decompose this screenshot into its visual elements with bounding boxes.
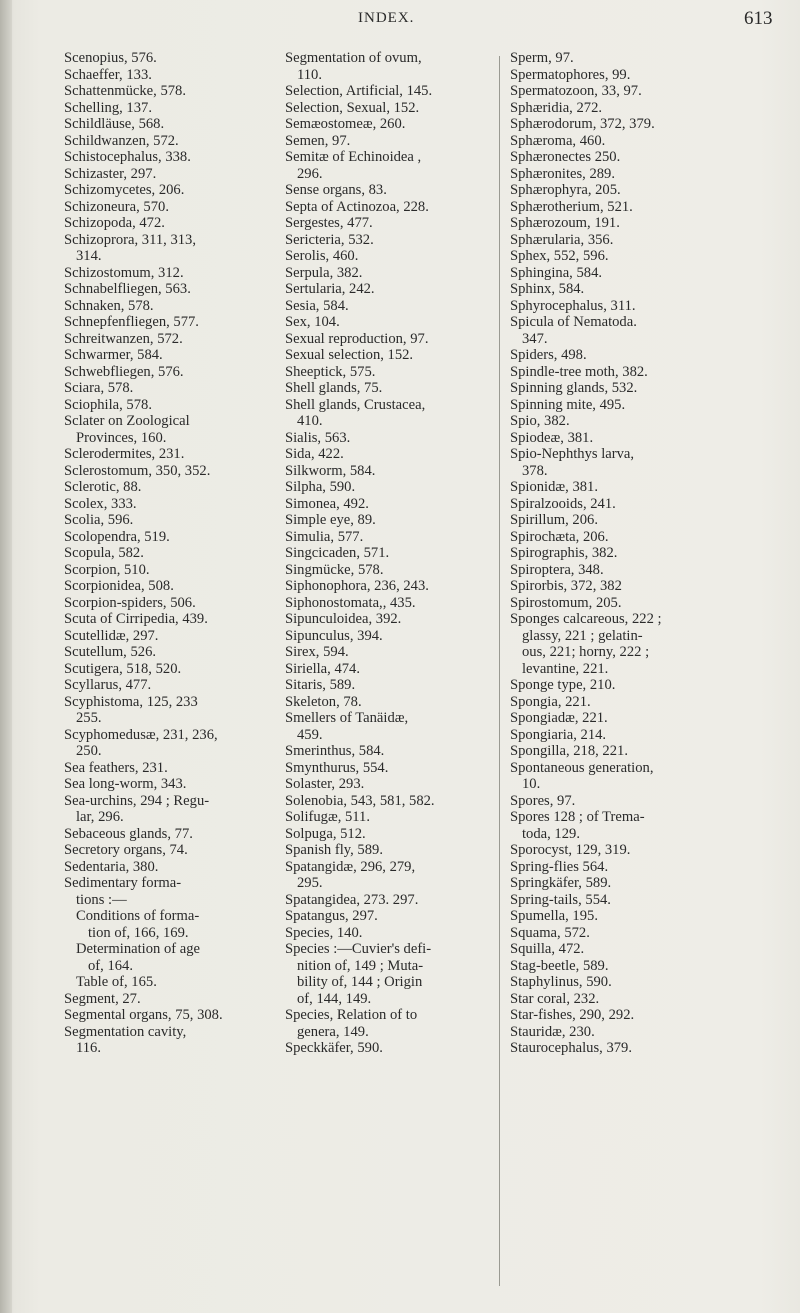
index-entry: Schildwanzen, 572. (64, 132, 179, 149)
index-entry: Selection, Sexual, 152. (285, 99, 420, 116)
index-entry: Selection, Artificial, 145. (285, 83, 433, 99)
index-entry: Sciara, 578. (64, 380, 134, 396)
index-entry: Species, Relation of to (285, 1007, 418, 1023)
index-column-2 (285, 50, 490, 1057)
index-entry: Determination of age (76, 941, 200, 957)
index-entry: Segmentation of ovum, (285, 50, 422, 66)
index-entry: Solaster, 293. (285, 776, 365, 792)
index-entry: Schwarmer, 584. (64, 347, 163, 363)
index-entry: 255. (76, 710, 102, 726)
index-entry: Squama, 572. (510, 924, 590, 941)
index-entry: toda, 129. (522, 825, 580, 842)
index-entry: Sphyrocephalus, 311. (510, 297, 636, 314)
index-entry: Sphærophyra, 205. (510, 182, 621, 198)
index-entry: Spindle-tree moth, 382. (510, 363, 648, 380)
index-column-1 (64, 50, 299, 1057)
index-entry: Spirostomum, 205. (510, 594, 622, 611)
index-entry: Sphærodorum, 372, 379. (510, 116, 655, 132)
index-entry: Sphingina, 584. (510, 264, 603, 281)
index-columns (0, 50, 800, 1305)
index-entry: Sialis, 563. (285, 429, 351, 446)
index-entry: Star-fishes, 290, 292. (510, 1007, 635, 1023)
index-entry: levantine, 221. (522, 660, 609, 677)
index-entry: Sphærularia, 356. (510, 231, 614, 248)
index-entry: Spontaneous generation, (510, 759, 654, 776)
index-entry: Spongiadæ, 221. (510, 710, 608, 726)
index-entry: Schreitwanzen, 572. (64, 330, 183, 347)
index-entry: Sirex, 594. (285, 644, 349, 660)
index-entry: Sergestes, 477. (285, 215, 373, 231)
index-entry: Sphæronites, 289. (510, 165, 615, 182)
index-entry: Secretory organs, 74. (64, 842, 188, 858)
index-entry: Sclerotic, 88. (64, 479, 142, 495)
index-entry: Spores, 97. (510, 792, 576, 809)
index-entry: Schistocephalus, 338. (64, 149, 191, 165)
index-entry: Spores 128 ; of Trema- (510, 809, 645, 825)
index-entry: Species :—Cuvier's defi- (285, 941, 432, 957)
index-entry: Sphex, 552, 596. (510, 248, 609, 264)
index-entry: Spicula of Nematoda. (510, 314, 637, 330)
index-entry: Siriella, 474. (285, 660, 360, 677)
index-entry: 296. (297, 165, 323, 182)
index-entry: Scolia, 596. (64, 512, 134, 528)
index-entry: Spongilla, 218, 221. (510, 743, 628, 759)
index-entry: Spinning glands, 532. (510, 380, 638, 396)
index-entry: Sclerostomum, 350, 352. (64, 462, 211, 479)
index-entry: Provinces, 160. (76, 429, 167, 446)
index-entry: Spring-tails, 554. (510, 891, 611, 908)
index-entry: Schizopoda, 472. (64, 215, 165, 231)
index-entry: Spanish fly, 589. (285, 842, 383, 858)
index-entry: Spermatozoon, 33, 97. (510, 83, 642, 99)
index-entry: tions :— (76, 891, 127, 908)
index-entry: Stauridæ, 230. (510, 1023, 595, 1040)
index-entry: 314. (76, 248, 102, 264)
index-entry: Schnaken, 578. (64, 297, 154, 314)
index-entry: Sphærotherium, 521. (510, 198, 633, 215)
index-entry: Staurocephalus, 379. (510, 1040, 632, 1056)
index-entry: bility of, 144 ; Origin (297, 974, 423, 990)
index-entry: Spermatophores, 99. (510, 66, 631, 83)
index-entry: Sense organs, 83. (285, 182, 387, 198)
index-entry: Species, 140. (285, 924, 363, 941)
index-entry: 116. (76, 1040, 101, 1056)
index-entry: Spatangidæ, 296, 279, (285, 858, 416, 875)
index-entry: Semitæ of Echinoidea , (285, 149, 422, 165)
index-entry: Scutigera, 518, 520. (64, 660, 182, 677)
index-entry: Schaeffer, 133. (64, 66, 152, 83)
index-entry: Smynthurus, 554. (285, 759, 389, 776)
index-entry: Shell glands, Crustacea, (285, 396, 426, 413)
index-entry: Segmental organs, 75, 308. (64, 1007, 223, 1023)
index-entry: Siphonophora, 236, 243. (285, 578, 429, 594)
index-entry: Spirochæta, 206. (510, 528, 609, 545)
index-entry: Sida, 422. (285, 446, 344, 462)
index-entry: Singcicaden, 571. (285, 545, 390, 561)
index-entry: Segment, 27. (64, 990, 141, 1007)
index-entry: Semæostomeæ, 260. (285, 116, 406, 132)
index-entry: Spumella, 195. (510, 908, 598, 924)
index-entry: Smerinthus, 584. (285, 743, 385, 759)
index-entry: Septa of Actinozoa, 228. (285, 198, 429, 215)
index-column-3 (510, 50, 732, 1057)
index-entry: Schildläuse, 568. (64, 116, 165, 132)
index-entry: Sphærozoum, 191. (510, 215, 620, 231)
index-entry: Schizostomum, 312. (64, 264, 184, 281)
index-entry: 347. (522, 330, 548, 347)
index-entry: Sphæridia, 272. (510, 99, 603, 116)
index-entry: Schizoneura, 570. (64, 198, 169, 215)
index-entry: Stag-beetle, 589. (510, 957, 609, 974)
index-entry: lar, 296. (76, 809, 124, 825)
index-entry: Sertularia, 242. (285, 281, 375, 297)
index-entry: Sitaris, 589. (285, 677, 356, 693)
index-entry: Star coral, 232. (510, 990, 600, 1007)
index-entry: Scyllarus, 477. (64, 677, 152, 693)
index-entry: Scutellidæ, 297. (64, 627, 159, 644)
index-entry: Spongiaria, 214. (510, 726, 607, 743)
index-entry: Solpuga, 512. (285, 825, 366, 842)
index-entry: Spionidæ, 381. (510, 479, 598, 495)
index-entry: Sphæroma, 460. (510, 132, 606, 149)
index-entry: 250. (76, 743, 102, 759)
index-entry: Sponges calcareous, 222 ; (510, 611, 662, 627)
index-entry: Schizaster, 297. (64, 165, 157, 182)
index-entry: Spirorbis, 372, 382 (510, 578, 622, 594)
index-entry: Scyphistoma, 125, 233 (64, 693, 198, 710)
index-entry: Sea long-worm, 343. (64, 776, 187, 792)
index-entry: Sex, 104. (285, 314, 340, 330)
index-entry: Scopula, 582. (64, 545, 144, 561)
index-entry: Sipunculus, 394. (285, 627, 383, 644)
index-entry: Segmentation cavity, (64, 1023, 187, 1040)
index-entry: Spio-Nephthys larva, (510, 446, 635, 462)
index-entry: Semen, 97. (285, 132, 351, 149)
index-entry: Serolis, 460. (285, 248, 359, 264)
index-entry: Solenobia, 543, 581, 582. (285, 792, 435, 809)
index-entry: Serpula, 382. (285, 264, 363, 281)
index-entry: Sea feathers, 231. (64, 759, 168, 776)
index-entry: Sperm, 97. (510, 50, 574, 66)
index-entry: Skeleton, 78. (285, 693, 362, 710)
index-entry: 378. (522, 462, 548, 479)
index-entry: of, 144, 149. (297, 990, 372, 1007)
index-entry: Sciophila, 578. (64, 396, 152, 413)
index-entry: Simple eye, 89. (285, 512, 376, 528)
index-entry: Schizomycetes, 206. (64, 182, 185, 198)
index-entry: Schattenmücke, 578. (64, 83, 186, 99)
index-entry: Sporocyst, 129, 319. (510, 842, 631, 858)
index-entry: Schwebfliegen, 576. (64, 363, 184, 380)
index-entry: Scenopius, 576. (64, 50, 157, 66)
column-divider-rule (499, 56, 500, 1286)
index-entry: Shell glands, 75. (285, 380, 383, 396)
index-entry: Spio, 382. (510, 413, 570, 429)
index-entry: Squilla, 472. (510, 941, 585, 957)
index-entry: Sclater on Zoological (64, 413, 190, 429)
index-entry: Spirillum, 206. (510, 512, 598, 528)
index-entry: Sponge type, 210. (510, 677, 616, 693)
index-entry: Conditions of forma- (76, 908, 200, 924)
index-entry: Scorpion, 510. (64, 561, 150, 578)
index-entry: tion of, 166, 169. (88, 924, 189, 941)
index-entry: Scyphomedusæ, 231, 236, (64, 726, 218, 743)
index-entry: Schizoprora, 311, 313, (64, 231, 196, 248)
index-entry: Table of, 165. (76, 974, 157, 990)
page-number: 613 (744, 8, 773, 29)
index-entry: genera, 149. (297, 1023, 369, 1040)
index-entry: Spring-flies 564. (510, 858, 609, 875)
index-entry: Schnepfenfliegen, 577. (64, 314, 199, 330)
index-entry: Sheeptick, 575. (285, 363, 376, 380)
index-entry: Singmücke, 578. (285, 561, 384, 578)
index-entry: Siphonostomata,, 435. (285, 594, 416, 611)
index-entry: Spiders, 498. (510, 347, 587, 363)
index-entry: Sesia, 584. (285, 297, 349, 314)
running-head (0, 6, 800, 30)
index-entry: Smellers of Tanäidæ, (285, 710, 409, 726)
index-entry: Sphæronectes 250. (510, 149, 621, 165)
index-entry: Scolex, 333. (64, 495, 137, 512)
index-entry: Simonea, 492. (285, 495, 369, 512)
index-entry: glassy, 221 ; gelatin- (522, 627, 643, 644)
index-entry: Sedimentary forma- (64, 875, 182, 891)
index-entry: Solifugæ, 511. (285, 809, 371, 825)
index-entry: Spatangus, 297. (285, 908, 378, 924)
index-entry: 10. (522, 776, 541, 792)
index-entry: 110. (297, 66, 322, 83)
index-entry: Spirographis, 382. (510, 545, 618, 561)
index-entry: Silpha, 590. (285, 479, 356, 495)
index-entry: Spinning mite, 495. (510, 396, 626, 413)
index-entry: Staphylinus, 590. (510, 974, 612, 990)
running-title: INDEX. (358, 10, 415, 26)
index-entry: Scolopendra, 519. (64, 528, 170, 545)
index-entry: Scutellum, 526. (64, 644, 157, 660)
index-entry: Simulia, 577. (285, 528, 364, 545)
index-entry: Spatangidea, 273. 297. (285, 891, 419, 908)
index-entry: Sphinx, 584. (510, 281, 585, 297)
index-entry: Spongia, 221. (510, 693, 591, 710)
index-entry: 459. (297, 726, 323, 743)
index-entry: Sericteria, 532. (285, 231, 374, 248)
index-entry: Sedentaria, 380. (64, 858, 159, 875)
index-entry: 410. (297, 413, 323, 429)
index-entry: Sebaceous glands, 77. (64, 825, 193, 842)
index-entry: Sexual reproduction, 97. (285, 330, 429, 347)
index-entry: Sea-urchins, 294 ; Regu- (64, 792, 210, 809)
index-entry: Sclerodermites, 231. (64, 446, 185, 462)
index-entry: Scuta of Cirripedia, 439. (64, 611, 208, 627)
index-entry: Silkworm, 584. (285, 462, 376, 479)
index-entry: Speckkäfer, 590. (285, 1040, 383, 1056)
index-entry: Schnabelfliegen, 563. (64, 281, 191, 297)
index-entry: Schelling, 137. (64, 99, 152, 116)
index-entry: Spiroptera, 348. (510, 561, 604, 578)
index-entry: ous, 221; horny, 222 ; (522, 644, 650, 660)
index-entry: Sipunculoidea, 392. (285, 611, 402, 627)
index-entry: Sexual selection, 152. (285, 347, 414, 363)
index-entry: of, 164. (88, 957, 133, 974)
index-entry: nition of, 149 ; Muta- (297, 957, 424, 974)
index-entry: Spiodeæ, 381. (510, 429, 594, 446)
index-entry: Spiralzooids, 241. (510, 495, 616, 512)
index-entry: Scorpion-spiders, 506. (64, 594, 196, 611)
index-entry: 295. (297, 875, 323, 891)
index-entry: Springkäfer, 589. (510, 875, 612, 891)
index-entry: Scorpionidea, 508. (64, 578, 174, 594)
